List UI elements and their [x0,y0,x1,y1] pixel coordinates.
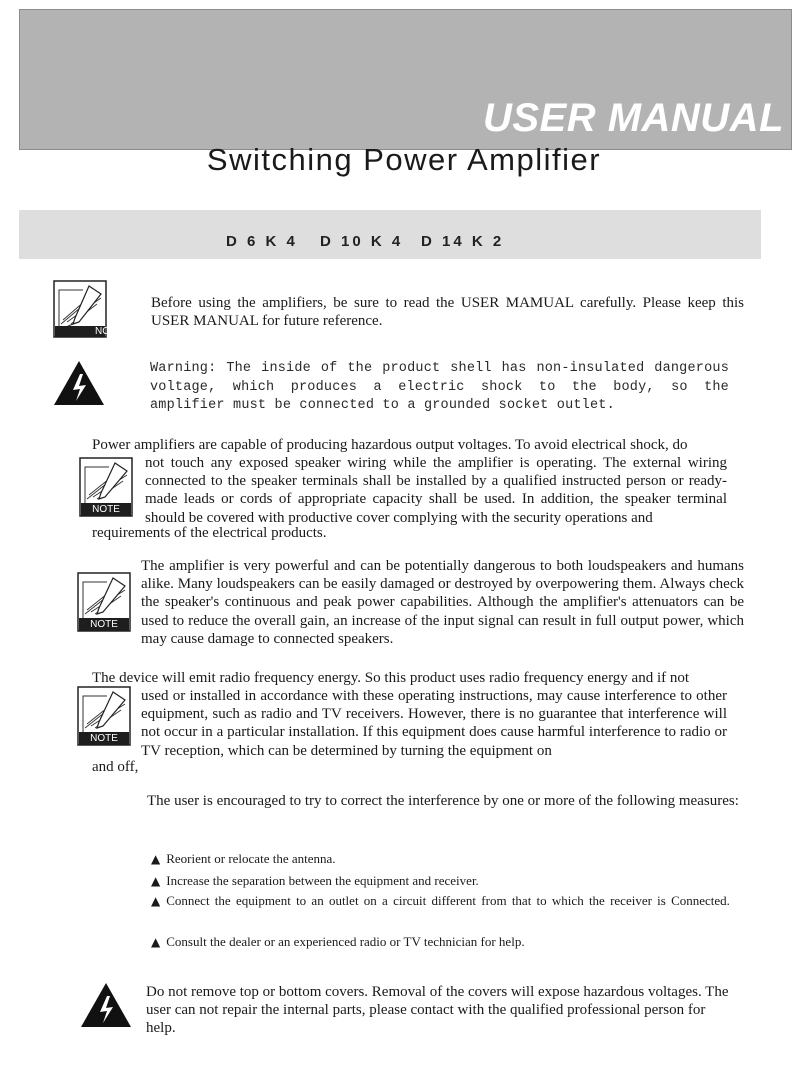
note-pencil-icon [77,686,131,746]
hazard-paragraph-body: not touch any exposed speaker wiring while the amplifier is operating. The external wiring connected to the speaker terminals shall be installed by a qualified instructed person or ready-made leads or cords of appropriate capacity shall be used. In addition, the speaker terminal should be covered with productive cover complying with the security operations and [145,455,727,526]
rf-paragraph-line1: The device will emit radio frequency energy. So this product uses radio frequency energy and if not [92,670,690,686]
measure-text: Consult the dealer or an experienced radio or TV technician for help. [166,934,525,949]
hazard-paragraph-line1: Power amplifiers are capable of producing hazardous output voltages. To avoid electrical shock, do [92,437,688,453]
list-item [151,933,741,951]
rf-paragraph-body: used or installed in accordance with these operating instructions, may cause interference to other equipment, such as radio and TV receivers. However, there is no guarantee that interference will not occur in a particular installation. If this equipment does cause harmful interference to radio or TV reception, which can be determined by turning the equipment on [141,688,727,759]
warning-paragraph: Warning: The inside of the product shell has non-insulated dangerous voltage, which produces a electric shock to the body, so the amplifier must be connected to a grounded socket outlet. [150,361,729,414]
note-pencil-icon [77,572,131,632]
power-paragraph: The amplifier is very powerful and can be potentially dangerous to both loudspeakers and humans alike. Many loudspeakers can be easily damaged or destroyed by overpowering them. Always check the speaker's continuous and peak power capabilities. Although the amplifier's attenuators can be used to reduce the overall gain, an increase of the input signal can result in full output power, which may cause damage to connected speakers. [141,558,744,647]
covers-paragraph: Do not remove top or bottom covers. Removal of the covers will expose hazardous voltages. The user can not repair the internal parts, please contact with the qualified professional person for help. [146,984,729,1037]
model-d6k4: D 6 K 4 [226,233,298,250]
lightning-warning-icon [80,982,132,1028]
model-d14k2: D 14 K 2 [421,233,505,250]
note-label-clipped: NO [95,326,110,337]
note-pencil-icon [79,457,133,517]
measure-text: Connect the equipment to an outlet on a circuit different from that to which the receiver is Connected. [166,893,730,908]
note-pencil-icon [53,280,110,338]
hazard-paragraph-last: requirements of the electrical products. [92,525,327,541]
measure-text: Reorient or relocate the antenna. [166,851,336,866]
list-item [151,850,741,868]
intro-paragraph: Before using the amplifiers, be sure to read the USER MAMUAL carefully. Please keep this USER MANUAL for future reference. [151,295,744,330]
note-label: NOTE [79,732,129,745]
triangle-bullet-icon: ▲ [151,894,161,908]
triangle-bullet-icon: ▲ [151,935,161,949]
triangle-bullet-icon: ▲ [151,852,161,866]
note-label: NOTE [79,618,129,631]
list-item [151,892,736,910]
list-item [151,872,741,890]
measure-text: Increase the separation between the equipment and receiver. [166,873,479,888]
manual-title: USER MANUAL [482,96,784,140]
model-d10k4: D 10 K 4 [320,233,404,250]
rf-paragraph-last: and off, [92,759,139,775]
triangle-bullet-icon: ▲ [151,874,161,888]
product-subtitle: Switching Power Amplifier [206,142,602,177]
measures-intro: The user is encouraged to try to correct the interference by one or more of the following measures: [147,793,739,809]
note-label: NOTE [81,503,131,516]
lightning-warning-icon [53,360,105,406]
